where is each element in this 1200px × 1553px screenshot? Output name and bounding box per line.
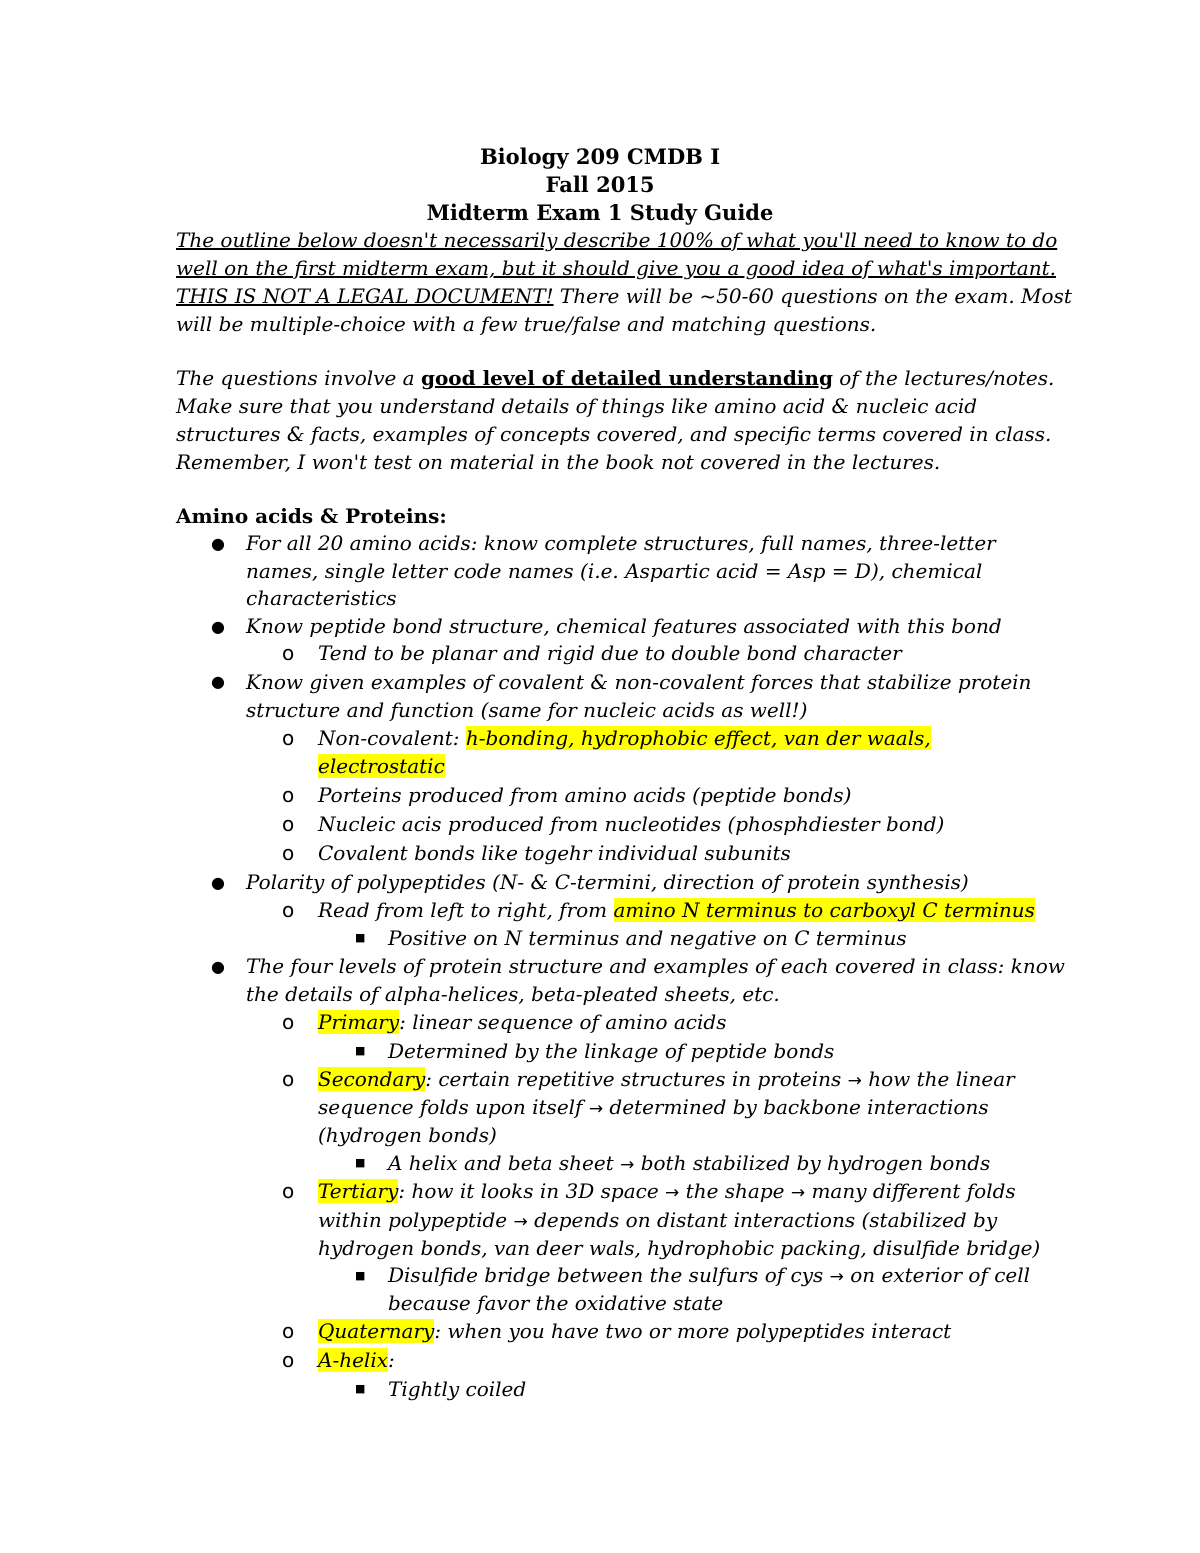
circle-bullet-icon: o — [282, 1067, 295, 1091]
bullet-1-line-3: characteristics — [246, 586, 397, 610]
primary-term: Primary — [318, 1010, 400, 1034]
square-bullet-icon: ■ — [355, 1382, 366, 1395]
ahelix-term: A-helix — [318, 1348, 388, 1372]
circle-bullet-icon: o — [282, 783, 295, 807]
circle-bullet-icon: o — [282, 841, 295, 865]
circle-bullet-icon: o — [282, 812, 295, 836]
bullet-4-line: Polarity of polypeptides (N- & C-termini, direction of protein synthesis) — [246, 870, 969, 894]
tertiary-l1b: the shape — [679, 1179, 791, 1203]
square-bullet-icon: ■ — [355, 1269, 366, 1282]
intro-line-2: well on the first midterm exam, but it should give you a good idea of what's important. — [176, 256, 1056, 280]
tertiary-l1c: many different folds — [805, 1179, 1016, 1203]
square-bullet-icon: ■ — [355, 1156, 366, 1169]
arrow-right-icon: → — [847, 1071, 862, 1091]
tertiary-sub-a: Disulfide bridge between the sulfurs of cys — [388, 1263, 830, 1287]
bullet-3-sub-4: Covalent bonds like togehr individual subunits — [318, 841, 791, 865]
polarity-highlight: amino N terminus to carboxyl C terminus — [613, 898, 1035, 922]
circle-bullet-icon: o — [282, 726, 295, 750]
bullet-4-sub-1 — [318, 896, 1035, 924]
guide-title: Midterm Exam 1 Study Guide — [426, 200, 774, 225]
bullet-3-line-2: structure and function (same for nucleic acids as well!) — [246, 698, 808, 722]
noncovalent-highlight-1: h-bonding, hydrophobic effect, van der waals, — [465, 726, 931, 750]
secondary-l2b: determined by backbone interactions — [603, 1095, 989, 1119]
course-title: Biology 209 CMDB I — [479, 144, 721, 169]
bullet-4-sub-sub-1: Positive on N terminus and negative on C terminus — [388, 926, 907, 950]
square-bullet-icon: ■ — [355, 931, 366, 944]
secondary-l1b: how the linear — [861, 1067, 1015, 1091]
secondary-line-1 — [318, 1065, 1015, 1095]
primary-sub: Determined by the linkage of peptide bonds — [388, 1039, 835, 1063]
secondary-sub-b: both stabilized by hydrogen bonds — [634, 1151, 991, 1175]
secondary-sub-a: A helix and beta sheet — [388, 1151, 621, 1175]
arrow-right-icon: → — [665, 1183, 680, 1203]
quaternary-desc: : when you have two or more polypeptides interact — [434, 1319, 952, 1343]
bullet-icon: ● — [211, 873, 225, 892]
bullet-3-sub-1 — [318, 724, 931, 752]
secondary-term: Secondary — [318, 1067, 426, 1091]
detail-line-1-post: of the lectures/notes. — [832, 366, 1055, 390]
arrow-right-icon: → — [513, 1212, 528, 1232]
secondary-line-2 — [318, 1093, 989, 1123]
secondary-l2a: sequence folds upon itself — [318, 1095, 589, 1119]
bullet-3-sub-3: Nucleic acis produced from nucleotides (phosphdiester bond) — [318, 812, 945, 836]
bullet-1-line-2: names, single letter code names (i.e. Aspartic acid = Asp = D), chemical — [246, 559, 983, 583]
bullet-5-line-2: the details of alpha-helices, beta-pleated sheets, etc. — [246, 982, 780, 1006]
section-heading: Amino acids & Proteins: — [176, 504, 447, 528]
arrow-right-icon: → — [620, 1155, 635, 1175]
bullet-3-sub-2: Porteins produced from amino acids (peptide bonds) — [318, 783, 852, 807]
bullet-3-line-1: Know given examples of covalent & non-covalent forces that stabilize protein — [246, 670, 1032, 694]
term-title: Fall 2015 — [545, 172, 655, 197]
arrow-right-icon: → — [829, 1267, 844, 1287]
detail-line-4: Remember, I won't test on material in the book not covered in the lectures. — [176, 450, 941, 474]
tertiary-line-3: hydrogen bonds, van deer wals, hydrophobic packing, disulfide bridge) — [318, 1236, 1041, 1260]
bullet-icon: ● — [211, 957, 225, 976]
tertiary-sub-line-1 — [388, 1261, 1030, 1291]
bullet-5-line-1: The four levels of protein structure and examples of each covered in class: know — [246, 954, 1065, 978]
circle-bullet-icon: o — [282, 641, 295, 665]
secondary-sub — [388, 1149, 990, 1179]
ahelix-sub: Tightly coiled — [388, 1377, 527, 1401]
tertiary-sub-line-2: because favor the oxidative state — [388, 1291, 724, 1315]
circle-bullet-icon: o — [282, 1010, 295, 1034]
quaternary-line — [318, 1317, 951, 1345]
bullet-icon: ● — [211, 534, 225, 553]
circle-bullet-icon: o — [282, 1348, 295, 1372]
noncovalent-label: Non-covalent: — [318, 726, 466, 750]
detail-line-1-pre: The questions involve a — [176, 366, 421, 390]
circle-bullet-icon: o — [282, 898, 295, 922]
detail-line-1 — [176, 364, 1054, 392]
secondary-line-3: (hydrogen bonds) — [318, 1123, 497, 1147]
detail-line-3: structures & facts, examples of concepts covered, and specific terms covered in class. — [176, 422, 1052, 446]
bullet-1-line-1: For all 20 amino acids: know complete structures, full names, three-letter — [246, 531, 996, 555]
square-bullet-icon: ■ — [355, 1044, 366, 1057]
primary-desc: : linear sequence of amino acids — [399, 1010, 727, 1034]
tertiary-l2a: within polypeptide — [318, 1208, 514, 1232]
intro-line-4: will be multiple-choice with a few true/false and matching questions. — [176, 312, 877, 336]
legal-disclaimer: THIS IS NOT A LEGAL DOCUMENT! — [176, 284, 554, 308]
detail-line-2: Make sure that you understand details of things like amino acid & nucleic acid — [176, 394, 978, 418]
intro-line-3 — [176, 282, 1072, 310]
intro-line-3-rest: There will be ~50-60 questions on the exam. Most — [553, 284, 1072, 308]
bullet-2-line: Know peptide bond structure, chemical features associated with this bond — [246, 614, 1002, 638]
quaternary-term: Quaternary — [318, 1319, 435, 1343]
circle-bullet-icon: o — [282, 1179, 295, 1203]
tertiary-term: Tertiary — [318, 1179, 399, 1203]
secondary-l1a: : certain repetitive structures in proteins — [425, 1067, 848, 1091]
arrow-right-icon: → — [790, 1183, 806, 1203]
tertiary-line-2 — [318, 1206, 997, 1236]
circle-bullet-icon: o — [282, 1319, 295, 1343]
noncovalent-highlight-2: electrostatic — [318, 754, 445, 778]
intro-line-1: The outline below doesn't necessarily describe 100% of what you'll need to know to do — [176, 228, 1058, 252]
bullet-2-sub-1: Tend to be planar and rigid due to double bond character — [318, 641, 902, 665]
detail-emphasis: good level of detailed understanding — [420, 366, 833, 390]
bullet-icon: ● — [211, 672, 225, 691]
ahelix-colon: : — [388, 1348, 395, 1372]
tertiary-sub-b: on exterior of cell — [843, 1263, 1031, 1287]
ahelix-line — [318, 1346, 395, 1374]
bullet-icon: ● — [211, 617, 225, 636]
tertiary-l1a: : how it looks in 3D space — [398, 1179, 666, 1203]
tertiary-l2b: depends on distant interactions (stabilized by — [527, 1208, 998, 1232]
polarity-pre: Read from left to right, from — [318, 898, 614, 922]
arrow-right-icon: → — [588, 1099, 604, 1119]
tertiary-line-1 — [318, 1177, 1016, 1207]
primary-line — [318, 1008, 726, 1036]
bullet-3-sub-1-cont — [318, 752, 445, 780]
